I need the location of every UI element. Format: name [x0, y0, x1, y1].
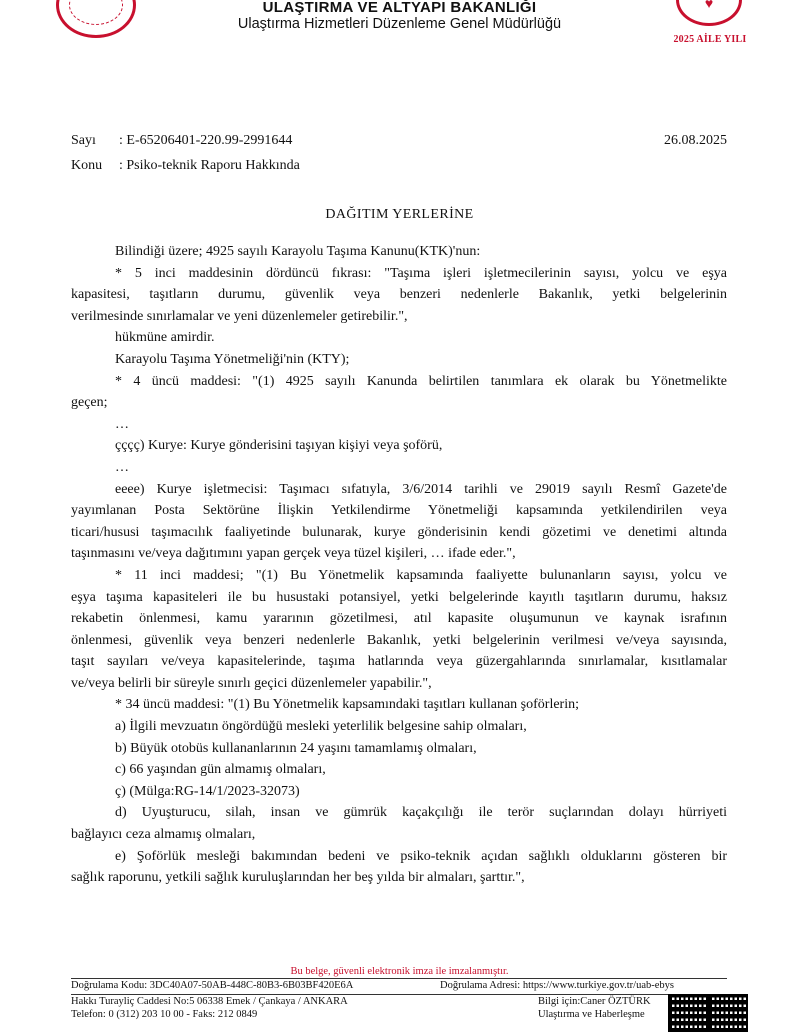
konu-row: [71, 158, 300, 174]
body-line: Karayolu Taşıma Yönetmeliği'nin (KTY);: [115, 351, 350, 367]
body-line: ticari/hususi taşımacılık faaliyetinde bulunarak, kurye gönderisinin kendi gözetimi ve denetimi altında: [71, 524, 727, 540]
body-line: * 11 inci maddesi; "(1) Bu Yönetmelik kapsamında faaliyette bulunanların sayısı, yolcu ve: [115, 567, 727, 583]
verification-code: Doğrulama Kodu: 3DC40A07-50AB-448C-80B3-6B03BF420E6A: [71, 980, 354, 991]
body-line: geçen;: [71, 395, 108, 411]
footer-divider: [71, 978, 727, 979]
body-line: hükmüne amirdir.: [115, 330, 215, 346]
body-line: ve/veya belirli bir süreyle sınırlı geçici düzenlemeler yapabilir.",: [71, 675, 432, 691]
body-line: * 4 üncü maddesi: "(1) 4925 sayılı Kanunda belirtilen tanımlara ek olarak bu Yönetmelikte: [115, 373, 727, 389]
body-line: eeee) Kurye işletmecisi: Taşımacı sıfatıyla, 3/6/2014 tarihli ve 29019 sayılı Resmî Gazete'de: [115, 481, 727, 497]
body-line: …: [115, 459, 129, 475]
body-line: a) İlgili mevzuatın öngördüğü mesleki yeterlilik belgesine sahip olmaları,: [115, 719, 527, 735]
qr-code-icon: [670, 996, 706, 1032]
heart-icon: ♥: [704, 0, 714, 12]
body-line: ç) (Mülga:RG-14/1/2023-32073): [115, 783, 300, 799]
sayi-label: Sayı: [71, 133, 96, 148]
body-line: …: [115, 416, 129, 432]
body-line: c) 66 yaşından gün almamış olmaları,: [115, 762, 326, 778]
body-line: b) Büyük otobüs kullananlarının 24 yaşını tamamlamış olmaları,: [115, 740, 477, 756]
body-line: * 5 inci maddesinin dördüncü fıkrası: "Taşıma işleri işletmecilerinin sayısı, yolcu ve eşya: [115, 265, 727, 281]
body-line: yayımlanan Posta Sektörüne İlişkin Yetkilendirme Yönetmeliği kapsamında yetkilendirilen veya: [71, 503, 727, 519]
body-line: çççç) Kurye: Kurye gönderisini taşıyan kişiyi veya şoförü,: [115, 438, 443, 454]
body-line: verilmesinde sınırlamalar ve yeni düzenlemeler getirebilir.",: [71, 308, 408, 324]
document-date: 26.08.2025: [664, 133, 727, 148]
office-phone: Telefon: 0 (312) 203 10 00 - Faks: 212 0849: [71, 1009, 258, 1020]
info-unit: Ulaştırma ve Haberleşme: [538, 1009, 645, 1020]
info-contact: Bilgi için:Caner ÖZTÜRK: [538, 996, 651, 1007]
body-line: d) Uyuşturucu, silah, insan ve gümrük kaçakçılığı ile terör suçlarından dolayı hürriyeti: [115, 805, 727, 821]
konu-label: Konu: [71, 158, 103, 173]
directorate-name: Ulaştırma Hizmetleri Düzenleme Genel Müdürlüğü: [237, 16, 562, 32]
family-year-caption: 2025 AİLE YILI: [673, 34, 747, 45]
body-line: önlenmesi, güvenlik veya benzeri nedenlerle Bakanlık, yetki belgelerinin verilmesi ve/veya sayısında,: [71, 632, 727, 648]
office-address: Hakkı Turayliç Caddesi No:5 06338 Emek / Çankaya / ANKARA: [71, 996, 348, 1007]
document-body: [71, 241, 727, 889]
body-line: sağlık raporunu, yetkili sağlık kuruluşlarından her beş yılda bir almaları, şarttır.",: [71, 870, 525, 886]
body-line: taşıt sayıları ve/veya kapasitelerinde, taşıma hatlarında veya güzergahlarında sınırlamalar, kısıtlamalar: [71, 654, 727, 670]
ministry-name: ULAŞTIRMA VE ALTYAPI BAKANLIĞI: [262, 0, 537, 16]
body-line: * 34 üncü maddesi: "(1) Bu Yönetmelik kapsamındaki taşıtları kullanan şoförlerin;: [115, 697, 579, 713]
distribution-heading: DAĞITIM YERLERİNE: [325, 207, 474, 222]
qr-code-icon: [710, 996, 746, 1032]
body-line: bağlayıcı ceza almamış olmaları,: [71, 827, 256, 843]
body-line: Bilindiği üzere; 4925 sayılı Karayolu Taşıma Kanunu(KTK)'nun:: [115, 244, 481, 259]
body-line: eşya taşıma kapasiteleri ile bu husustaki potansiyel, yetki belgelerinde kayıtlı taşıtların durumu, haksız: [71, 589, 727, 605]
verification-address: Doğrulama Adresi: https://www.turkiye.gov.tr/uab-ebys: [440, 980, 674, 991]
body-line: taşınmasını ve/veya dağıtımını yapan gerçek veya tüzel kişileri, … ifade eder.",: [71, 546, 516, 562]
body-line: e) Şoförlük mesleği bakımından bedeni ve psiko-teknik açıdan sağlıklı olduklarını gösteren bir: [115, 848, 727, 864]
konu-value: : Psiko-teknik Raporu Hakkında: [119, 158, 300, 173]
sayi-value: : E-65206401-220.99-2991644: [119, 133, 293, 148]
body-line: kapasitesi, taşıtların durumu, güvenlik veya benzeri nedenlerle Bakanlık, yetki belgelerinin: [71, 287, 727, 303]
secure-signature-notice: Bu belge, güvenli elektronik imza ile imzalanmıştır.: [290, 966, 509, 977]
footer-divider: [71, 994, 727, 995]
sayi-row: [71, 133, 292, 149]
body-line: rekabetin önlenmesi, kamu yararının gözetilmesi, atıl kapasite oluşumunun ve kaynak israfının: [71, 611, 727, 627]
